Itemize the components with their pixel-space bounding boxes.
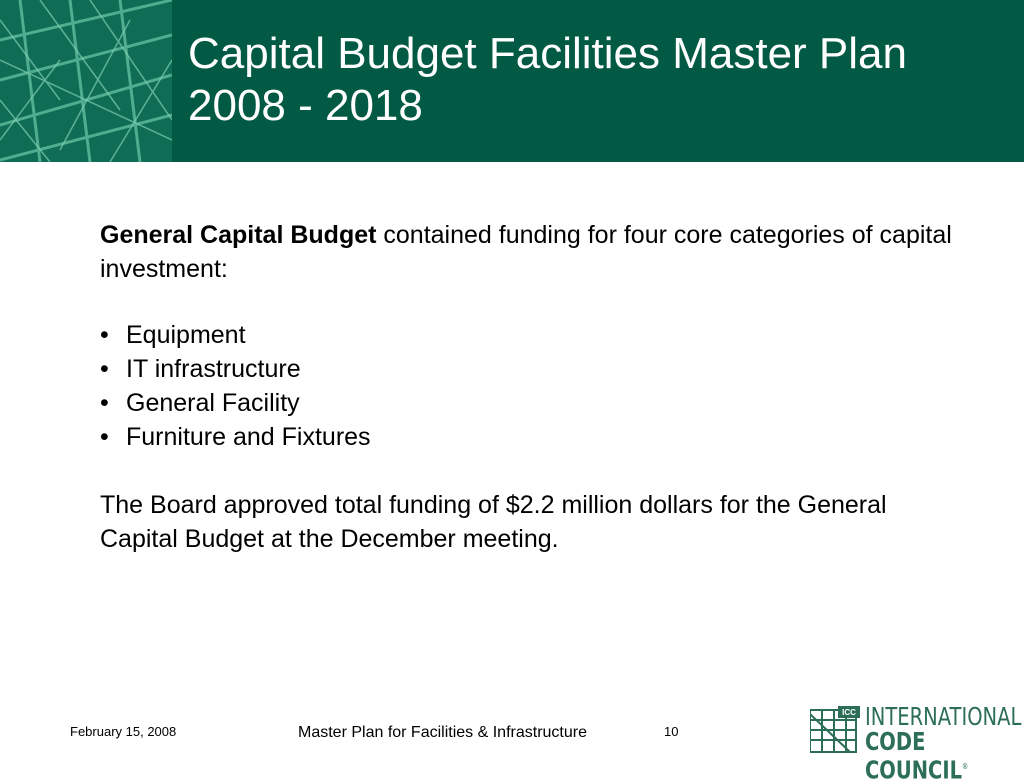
steel-frame-photo (0, 0, 172, 162)
bullet-glyph: • (100, 389, 109, 417)
list-item-text: General Facility (126, 389, 300, 417)
icc-wordmark-line-1: INTERNATIONAL (865, 702, 1022, 731)
list-item (100, 386, 960, 420)
footer-date: February 15, 2008 (70, 724, 177, 739)
list-item-text: Equipment (126, 321, 246, 349)
icc-logo (810, 702, 1022, 784)
registered-mark: ® (962, 762, 969, 771)
icc-wordmark-line-2-text: CODE COUNCIL (865, 727, 963, 784)
list-item (100, 420, 960, 454)
intro-paragraph (100, 218, 960, 286)
category-list (100, 318, 960, 454)
slide-body (100, 218, 960, 556)
bullet-glyph: • (100, 423, 109, 451)
icc-badge-text: ICC (842, 708, 856, 717)
icc-logo-mark-icon (810, 706, 860, 754)
footer-page-number: 10 (664, 724, 679, 739)
conclusion-paragraph: The Board approved total funding of $2.2 million dollars for the General Capital Budget at the December meeting. (100, 491, 887, 553)
intro-text: contained funding for four core categories of capital investment: (100, 221, 952, 283)
list-item-text: IT infrastructure (126, 355, 301, 383)
bullet-glyph: • (100, 321, 109, 349)
slide-title-line-2: 2008 - 2018 (188, 81, 423, 130)
bullet-glyph: • (100, 355, 109, 383)
footer-title: Master Plan for Facilities & Infrastructure (298, 724, 587, 741)
intro-bold-term: General Capital Budget (100, 221, 377, 249)
icc-wordmark-line-2 (865, 729, 1021, 782)
list-item (100, 318, 960, 352)
list-item-text: Furniture and Fixtures (126, 423, 371, 451)
slide-title (188, 28, 1008, 132)
slide-header (0, 0, 1024, 162)
icc-wordmark (865, 704, 1021, 782)
slide-title-line-1: Capital Budget Facilities Master Plan (188, 29, 907, 78)
list-item (100, 352, 960, 386)
